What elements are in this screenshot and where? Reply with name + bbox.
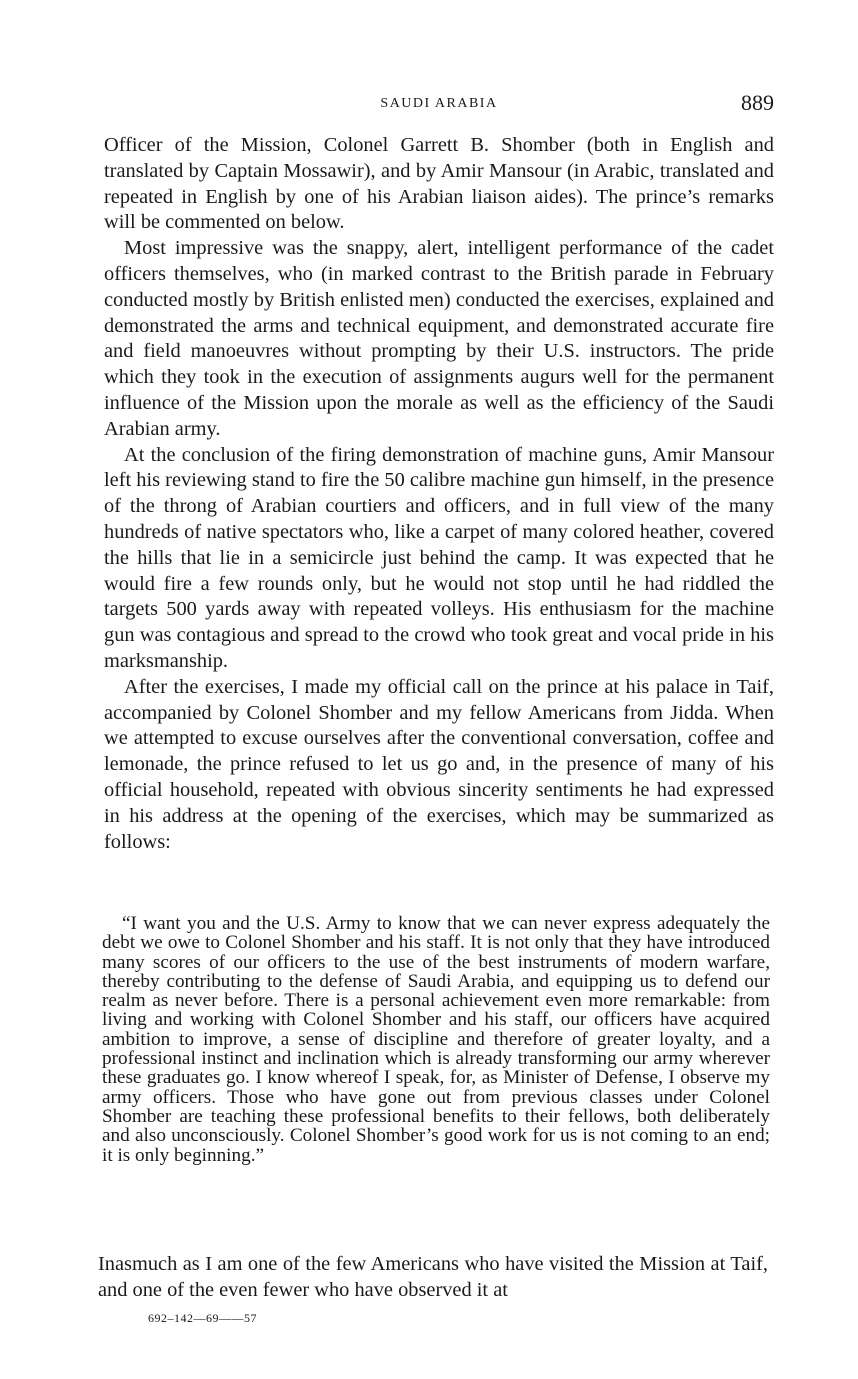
- paragraph-2: Most impressive was the snappy, alert, intelligent performance of the cadet officers themselves, who (in marked contrast to the British parade in February conducted mostly by British enlisted men) conducted the exercises, explained and demonstrated the arms and technical equipment, and demonstrated accurate fire and field manoeuvres without prompting by their U.S. instructors. The pride which they took in the execution of assignments augurs well for the permanent influence of the Mission upon the morale as well as the efficiency of the Saudi Arabian army.: [104, 237, 774, 440]
- paragraph-4: After the exercises, I made my official call on the prince at his palace in Taif, accompanied by Colonel Shomber and my fellow Americans from Jidda. When we attempted to excuse ourselves after the conventional conversation, coffee and lemonade, the prince refused to let us go and, in the presence of many of his official household, repeated with obvious sincerity sentiments he had expressed in his address at the opening of the exercises, which may be summarized as follows:: [104, 675, 774, 853]
- paragraph-1: Officer of the Mission, Colonel Garrett B. Shomber (both in English and translated by Captain Mossawir), and by Amir Mansour (in Arabic, translated and repeated in English by one of his Arabian liaison aides). The prince’s remarks will be commented on below.: [104, 134, 774, 234]
- printer-code: 692–142—69——57: [148, 1311, 257, 1325]
- block-quote: “I want you and the U.S. Army to know that we can never express adequately the debt we owe to Colonel Shomber and his staff. It is not only that they have introduced many scores of our officers to the use of the best instruments of modern warfare, thereby contributing to the defense of Saudi Arabia, and equipping us to defend our realm as never before. There is a personal achievement even more remarkable: from living and working with Colonel Shomber and his staff, our officers have acquired ambition to improve, a sense of discipline and therefore of greater loyalty, and a professional instinct and inclination which is already transforming our army wherever these graduates go. I know whereof I speak, for, as Minister of Defense, I observe my army officers. Those who have gone out from previous classes under Colonel Shomber are teaching these professional benefits to their fellows, both deliberately and also unconsciously. Colonel Shomber’s good work for us is not coming to an end; it is only beginning.”: [102, 913, 770, 1166]
- page-header: [104, 90, 774, 120]
- paragraph-3: At the conclusion of the firing demonstration of machine guns, Amir Mansour left his reviewing stand to fire the 50 calibre machine gun himself, in the presence of the throng of Arabian courtiers and officers, and in full view of the many hundreds of native spectators who, like a carpet of many colored heather, covered the hills that lie in a semicircle just behind the camp. It was expected that he would fire a few rounds only, but he would not stop until he had riddled the targets 500 yards away with repeated volleys. His enthusiasm for the machine gun was contagious and spread to the crowd who took great and vocal pride in his marksmanship.: [104, 443, 774, 672]
- body-text: [104, 133, 774, 855]
- closing-paragraph: Inasmuch as I am one of the few Americans who have visited the Mission at Taif, and one of the even fewer who have observed it at: [98, 1253, 768, 1301]
- running-head: SAUDI ARABIA: [380, 96, 498, 111]
- page-number: 889: [741, 90, 774, 115]
